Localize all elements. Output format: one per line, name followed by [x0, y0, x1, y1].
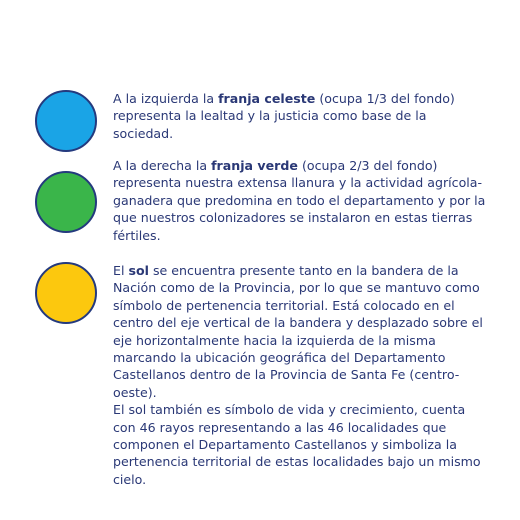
sol-text-body: se encuentra presente tanto en la bandera de la Nación como de la Provincia, por lo que se mantuvo como símbolo de pertenencia territorial. Está colocado en el centro del eje vertical de la bandera y desplazado sobre el eje horizontalmente hacia la izquierda de la misma marcando la ubicación geográfica del Departamento Castellanos dentro de la Provincia de Santa Fe (centro-oeste). [113, 263, 483, 400]
verde-term: franja verde [211, 158, 298, 173]
verde-text-body: (ocupa 2/3 del fondo) representa nuestra extensa llanura y la actividad agrícola-ganadera que predomina en todo el departamento y por la que nuestros colonizadores se instalaron en estas tierras fértiles. [113, 158, 486, 243]
verde-description [113, 157, 488, 244]
sol-description [113, 262, 488, 488]
verde-circle-icon [35, 171, 97, 233]
sol-text-lead: El [113, 263, 129, 278]
celeste-circle-icon [35, 90, 97, 152]
celeste-description [113, 90, 488, 142]
sol-text-body-2: El sol también es símbolo de vida y crecimiento, cuenta con 46 rayos representando a las 46 localidades que componen el Departamento Castellanos y simboliza la pertenencia territorial de estas localidades bajo un mismo cielo. [113, 402, 481, 487]
celeste-text-lead: A la izquierda la [113, 91, 219, 106]
sol-term: sol [128, 263, 149, 278]
verde-text-lead: A la derecha la [113, 158, 212, 173]
celeste-term: franja celeste [218, 91, 316, 106]
sol-circle-icon [35, 262, 97, 324]
celeste-text-body: (ocupa 1/3 del fondo) representa la lealtad y la justicia como base de la sociedad. [113, 91, 455, 141]
